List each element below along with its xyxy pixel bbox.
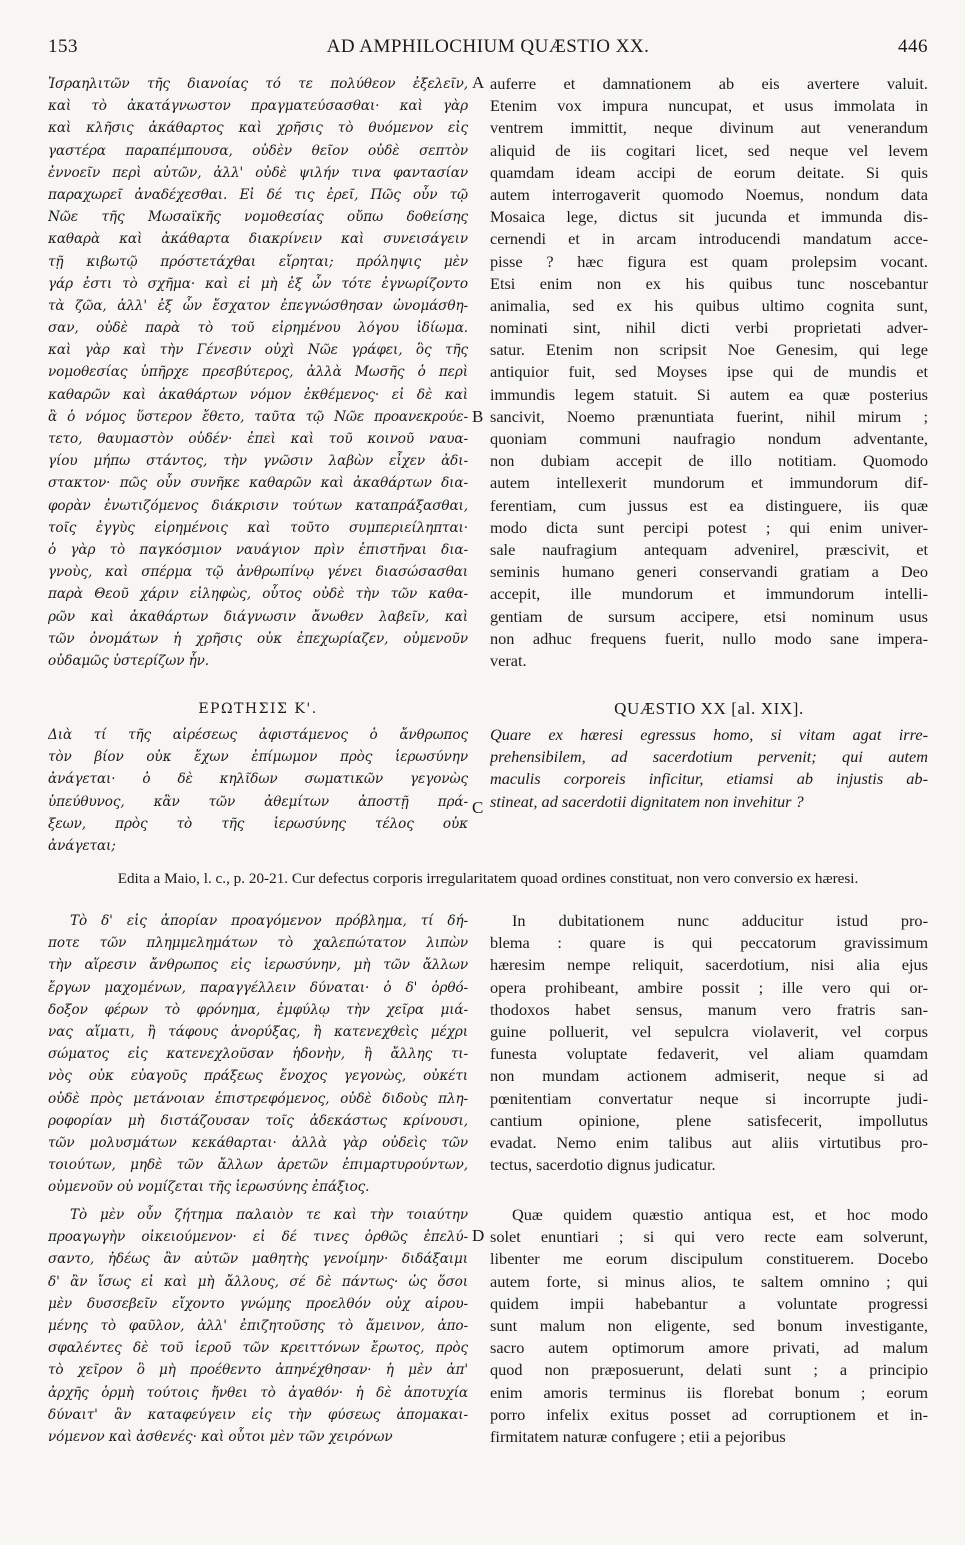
text-line: Ἰσραηλιτῶν τῆς διανοίας τό τε πολύθεον ἐξελεῖν, (48, 76, 468, 92)
text-line: δοξον φέρων τὸ φρόνημα, ἐμφύλῳ τὴν χεῖρα μιά- (48, 1001, 468, 1018)
text-line: ἀνάγεται; (48, 837, 116, 854)
greek-question-title: ΕΡΩΤΗΣΙΣ Κ'. (198, 701, 318, 717)
text-line: φορὰν ἐνωτιζόμενος διάκρισιν τούτων καταπράξασθαι, (48, 497, 468, 514)
text-line: autem intellexerit mundorum et immundorum dif- (490, 473, 928, 493)
text-line: Etenim vox impura nuncupat, et usus immolata in (490, 96, 928, 116)
text-line: ποτε τῶν πλημμελημάτων τὸ χαλεπώτατον λιπὼν (48, 935, 468, 952)
text-line: pœnitentiam convertatur neque si incorrupte judi- (490, 1088, 928, 1108)
text-line: γίου μήπω στάντος, τὴν γνῶσιν λαβὼν εἶχεν ἀδι- (48, 453, 468, 470)
text-line: σαν, οὐδὲ παρὰ τὸ τοῦ εἰρημένου λόγου ἰδίωμα. (48, 320, 468, 337)
text-line: enim amoris terminus iis florebat bonum ; eorum (490, 1382, 928, 1402)
text-line: Τὸ μὲν οὖν ζήτημα παλαιὸν τε καὶ τὴν τοιαύτην (70, 1207, 468, 1223)
text-line: aliquid de iis cogitari licet, sed neque vel levem (490, 140, 928, 160)
text-line: non adhuc frequens fuerit, nullo modo sane impera- (490, 628, 928, 648)
text-line: guine polluerit, vel sepulcra violaverit, vel corpus (490, 1021, 928, 1041)
text-line: cantium opinione, plene satisfecerit, impollutus (490, 1110, 928, 1130)
greek-question-text (48, 724, 468, 857)
text-line: καὶ κλῆσις ἀκάθαρτος καὶ χρῆσις τὸ θυόμενον εἰς (48, 120, 468, 137)
text-line: Mosaica lege, dictus sit jucunda et immunda dis- (490, 207, 928, 227)
text-line: νομοθεσίας ὑπῆρχε πρεσβύτερος, ἀλλὰ Μωσῆς ὁ περὶ (48, 364, 468, 381)
text-line: auferre et damnationem ab eis avertere valuit. (490, 74, 928, 93)
text-line: sunt malum non eligente, sed bonum investigante, (490, 1315, 928, 1335)
text-line: παραχωρεῖ ἀναδέχεσθαι. Εἰ δέ τις ἐρεῖ, Πῶς οὖν τῷ (48, 186, 468, 203)
text-line: pisse ? hæc figura est quam prolepsim vocant. (490, 251, 928, 271)
text-line: σώματος εἰς κατενεχλοῦσαν ἡδονὴν, ἢ ἄλλης τι- (48, 1046, 468, 1063)
text-line: quoniam communi naufragio nondum adventante, (490, 429, 928, 448)
text-line: νόμενον καὶ ἀσθενές· καὶ οὗτοι μὲν τῶν χειρόνων (48, 1428, 393, 1445)
text-line: γνοὺς, καὶ σπέρμα τῷ ἀνθρωπίνῳ γένει διασώσασθαι (48, 564, 468, 581)
text-line: blema : quare is qui peccatorum gravissimum (490, 933, 928, 953)
text-line: firmitatem naturæ confugere ; etii a pejoribus (490, 1426, 786, 1446)
text-line: non dubiam accepit de illo notitiam. Quomodo (490, 451, 928, 471)
margin-letter-d: D (472, 1226, 485, 1245)
text-line: ventrem immittit, neque divinum aut venerandum (490, 118, 928, 138)
text-line: δ' ἂν ἴσως εἰ καὶ μὴ ἄλλους, σέ δὲ πάντως· ὡς ὅσοι (48, 1273, 468, 1290)
text-line: libenter me eorum discipulum constituerem. Docebo (490, 1249, 928, 1269)
text-line: μένης τὸ φαῦλον, ἀλλ' ἐπιζητοῦσης τὸ ἄμεινον, ἀπο- (48, 1317, 468, 1334)
text-line: seminis humano generi conservandi gratiam a Deo (490, 562, 928, 582)
page-number-left: 153 (48, 36, 78, 57)
text-line: τετο, θαυμαστὸν οὐδέν· ἐπεὶ καὶ τοῦ κοινοῦ ναυα- (48, 431, 468, 447)
text-line: μὲν δυσσεβεῖν εἴχοντο γνώμης προελθόν οὐχ αἱρου- (48, 1295, 468, 1312)
greek-column-top (48, 73, 468, 672)
text-line: προαγωγὴν οἰκειούμενον· εἰ δέ τινες ὀρθῶς ἐπελύ- (48, 1229, 468, 1246)
text-line: hæresim nempe reliquit, sacerdotium, nisi alia ejus (490, 955, 928, 975)
text-line: quod non præposuerunt, delati sunt ; a principio (490, 1360, 928, 1380)
text-line: καὶ τὸ ἀκατάγνωστον πραγματεύσασθαι· καὶ γὰρ (48, 98, 468, 115)
text-line: τὴν αἵρεσιν ἄνθρωπος εἰς ἱερωσύνην, μὴ τῶν ἄλλων (48, 957, 468, 974)
text-line: immundis legem statuit. Si autem ea quæ posterius (490, 384, 928, 404)
page-number-right: 446 (898, 36, 928, 57)
text-line: autem interrogaverit quomodo Noemus, nondum data (490, 184, 928, 204)
text-line: τὸν βίον οὐκ ἔχων ἐπίμωμον πρὸς ἱερωσύνην (48, 749, 468, 766)
text-line: antiquior fuit, sed Moyses ipse qui de mundis et (490, 362, 928, 382)
text-line: Τὸ δ' εἰς ἀπορίαν προαγόμενον πρόβλημα, τί δή- (70, 913, 468, 929)
text-line: modo dicta sunt percipi potest ; qui enim univer- (490, 517, 928, 537)
text-line: animalia, sed ex his quibus ultimo cognita sunt, (490, 295, 928, 315)
latin-column-top (490, 73, 928, 672)
text-line: γάρ ἐστι τὸ σχῆμα· καὶ εἰ μὴ ἐξ ὧν τότε ἐγνωρίζοντο (48, 275, 468, 292)
text-line: sancivit, Noemo prænuntiata fuerint, nihil mirum ; (490, 406, 928, 426)
margin-letter-b: B (472, 407, 484, 426)
text-line: γαστέρα παραπέμπουσα, οὐδὲν θεῖον οὐδὲ σεπτὸν (48, 142, 468, 159)
text-line: καθαρῶν καὶ ἀκαθάρτων νόμον ἐκθέμενος· εἰ δὲ καὶ (48, 386, 468, 403)
text-line: verat. (490, 650, 527, 670)
text-line: τῶν μολυσμάτων κεκάθαρται· ἀλλὰ γὰρ οὐδεὶς τῶν (48, 1134, 468, 1151)
text-line: Διὰ τί τῆς αἱρέσεως ἀφιστάμενος ὁ ἄνθρωπος (48, 727, 468, 743)
editorial-note: Edita a Maio, l. c., p. 20-21. Cur defectus corporis irregularitatem quoad ordines constituat, non vero conversio ex hæresi. (117, 870, 859, 887)
text-line: ἀρχῆς ὁρμὴ τούτοις ἤνθει τὸ ἀγαθόν· ἡ δὲ ἀποτυχία (48, 1384, 468, 1401)
text-line: ὁ γὰρ τὸ παγκόσμιον ναυάγιον πρὶν ἐπιστῆναι δια- (48, 541, 468, 558)
text-line: καθαρὰ καὶ ἀκάθαρτα διακρίνειν καὶ συνεισάγειν (48, 231, 468, 248)
text-line: τὰ ζῶα, ἀλλ' ἐξ ὧν ἔσχατον ἐπεγνώσθησαν ὠνομάσθη- (48, 297, 468, 314)
text-line: τὸ χεῖρον ὃ μὴ προέθεντο ἀπηνέχθησαν· ἡ μὲν ἀπ' (48, 1362, 468, 1379)
text-line: ὑπεύθυνος, κἂν τῶν ἀθεμίτων ἀποστῇ πρά- (48, 793, 468, 810)
text-line: porro infelix exitus posset ad corruptionem et in- (490, 1404, 928, 1424)
running-title: AD AMPHILOCHIUM QUÆSTIO XX. (326, 36, 650, 57)
text-line: παρὰ Θεοῦ χάριν εἰληφὼς, οὗτος οὐδὲ τὴν τῶν καθα- (48, 586, 468, 603)
text-line: In dubitationem nunc adducitur istud pro- (512, 911, 928, 930)
text-line: gentiam de sursum accipere, etsi nominum usus (490, 606, 928, 626)
text-line: quamdam ideam accipi de eorum deitate. Si quis (490, 162, 928, 182)
text-line: σαντο, ἡδέως ἂν αὐτῶν μαθητὴς γενοίμην· διδάξαιμι (48, 1251, 468, 1268)
running-header (48, 36, 928, 66)
text-line: ἔργων μαχομένων, παραγγέλλειν δύναται· ὁ δ' ὀρθό- (48, 979, 468, 996)
greek-column-bottom (48, 910, 468, 1198)
text-line: thodoxos habet sensus, manum vero fratris san- (490, 999, 928, 1019)
text-line: οὐδὲ πρὸς μετάνοιαν ἐπιστρεφόμενος, οὐδὲ διδοὺς πλη- (48, 1090, 468, 1107)
text-line: solet enuntiari ; si qui vero recte eam solverunt, (490, 1227, 928, 1247)
latin-question-title: QUÆSTIO XX [al. XIX]. (614, 699, 804, 718)
text-line: non mundam actionem admiserit, neque si ad (490, 1066, 928, 1086)
text-line: maculis corporeis inficitur, etiamsi ab injustis ab- (490, 769, 928, 789)
text-line: ξεων, πρὸς τὸ τῆς ἱερωσύνης τέλος οὐκ (48, 815, 468, 832)
text-line: τοιούτων, μηδὲ τῶν ἄλλων ἀρετῶν ἐπιμαρτυρούντων, (48, 1157, 468, 1174)
text-line: ρῶν καὶ ἀκαθάρτων διάγνωσιν ἄνωθεν λαβεῖν, καὶ (48, 608, 468, 625)
text-line: cernendi et in arcam introducendi mandatum acce- (490, 229, 928, 249)
latin-question-text (490, 724, 928, 813)
text-line: Quæ quidem quæstio antiqua est, et hoc modo (512, 1205, 928, 1224)
text-line: Quare ex hæresi egressus homo, si vitam agat irre- (490, 725, 928, 744)
margin-letter-a: A (472, 73, 485, 92)
text-line: ἐννοεῖν περὶ αὐτῶν, ἀλλ' οὐδὲ ψιλήν τινα φαντασίαν (48, 164, 468, 181)
text-line: Etsi enim non ex his quibus tunc noscebantur (490, 273, 928, 293)
text-line: Νῶε τῆς Μωσαϊκῆς νομοθεσίας οὔπω δοθείσης (48, 209, 468, 226)
latin-column-bottom-2 (490, 1204, 928, 1448)
text-line: evadat. Nemo enim talibus aut aliis virtutibus pro- (490, 1132, 928, 1152)
text-line: δύναιτ' ἂν καταφεύγειν εἰς τὴν φύσεως ἀπομακαι- (48, 1406, 468, 1423)
text-line: opera prohibeant, ambire possit ; ille vero qui or- (490, 977, 928, 997)
text-line: σφαλέντες δὲ τοῦ ἱεροῦ τῶν κρειττόνων ἔρωτος, πρὸς (48, 1340, 468, 1357)
text-line: tectus, sacerdotio dignus judicatur. (490, 1155, 716, 1175)
margin-letter-c: C (472, 798, 484, 817)
text-line: νὸς οὐκ εὐαγοῦς πράξεως ἔνοχος γεγονὼς, οὐκέτι (48, 1068, 468, 1085)
text-line: autem forte, si minus alios, te saltem omnino ; qui (490, 1271, 928, 1291)
text-line: satur. Etenim non scripsit Noe Genesim, qui lege (490, 340, 928, 360)
greek-column-bottom-2 (48, 1204, 468, 1448)
text-line: τῶν ὀνομάτων ἡ χρῆσις οὐκ ἐπεχωρίαζεν, οὐμενοῦν (48, 630, 468, 647)
text-line: στακτον· πῶς οὖν συνῆκε καθαρῶν καὶ ἀκαθάρτων δια- (48, 475, 468, 492)
text-line: sale naufragium antequam advenirel, præscivit, et (490, 539, 928, 559)
text-line: οὐμενοῦν οὐ νομίζεται τῆς ἱερωσύνης ἐπάξιος. (48, 1179, 370, 1196)
latin-column-bottom (490, 910, 928, 1176)
text-line: καὶ γὰρ καὶ τὴν Γένεσιν οὐχὶ Νῶε γράφει, ὃς τῆς (48, 342, 468, 359)
text-line: quidem impii habebantur a voluntate progressi (490, 1293, 928, 1313)
text-line: ἃ ὁ νόμος ὕστερον ἔθετο, ταῦτα τῷ Νῶε προανεκρούε- (48, 408, 468, 425)
text-line: τῇ κιβωτῷ πρόστετάχθαι εἴρηται; πρόληψις μὲν (48, 253, 468, 270)
text-line: nominati sint, nihil dicti verbi proprietati adver- (490, 318, 928, 338)
text-line: νας αἵματι, ἢ τάφους ἀνορύξας, ἢ κατενεχθεὶς μέχρι (48, 1023, 468, 1040)
text-line: sacro autem optimorum amore privati, ad malum (490, 1338, 928, 1358)
text-line: prehensibilem, ad sacerdotium pervenit; qui autem (490, 747, 928, 767)
text-line: accepit, ille mundorum et immundorum intelli- (490, 584, 928, 604)
text-line: funesta voluptate fedaverit, vel aliam quamdam (490, 1044, 928, 1064)
text-line: ἀνάγεται· ὁ δὲ κηλῖδων σωματικῶν γεγονὼς (48, 771, 468, 788)
text-line: ferentiam, cum jussus est ea distinguere, iis quæ (490, 495, 928, 515)
text-line: stineat, ad sacerdotii dignitatem non invehitur ? (490, 791, 804, 811)
text-line: οὐδαμῶς ὑστερίζων ἦν. (48, 652, 210, 669)
text-line: ροφορίαν μὴ διστάζουσαν τοῖς ἀδεκάστως κρίνουσι, (48, 1112, 468, 1129)
text-line: τοῖς ἐγγὺς εἰρημένοις καὶ τοῦτο συμπεριείληπται· (48, 519, 468, 536)
